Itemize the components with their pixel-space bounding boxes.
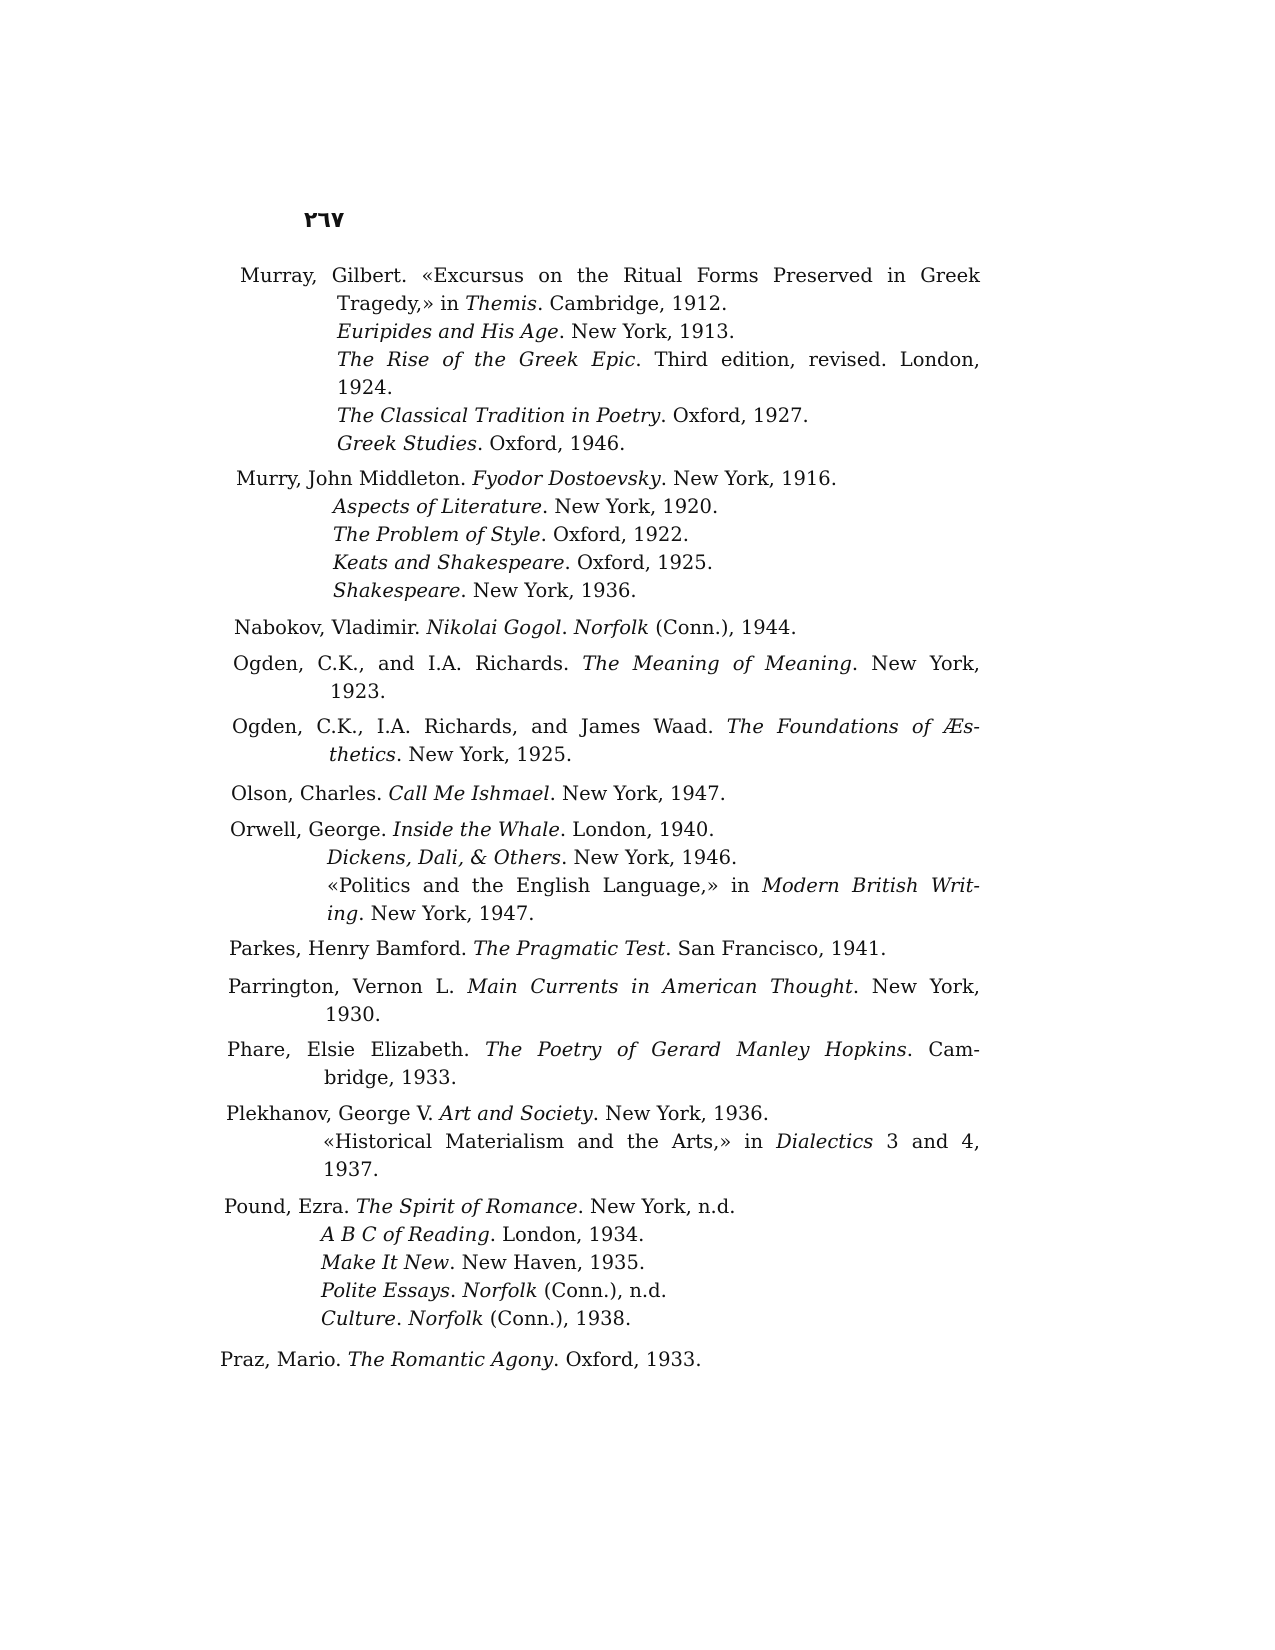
entry-text: . Third edition, revised. London, xyxy=(635,348,980,371)
bibliography-entry xyxy=(226,1100,980,1184)
entry-text: . New Haven, 1935. xyxy=(449,1251,646,1274)
entry-first-line xyxy=(228,973,980,1001)
entry-text: . New York, 1913. xyxy=(558,320,735,343)
title-italic: The Rise of the Greek Epic xyxy=(337,348,636,371)
entry-text: . New York, xyxy=(852,975,980,998)
entry-text: . New York, 1936. xyxy=(460,579,637,602)
title-italic: Call Me Ishmael xyxy=(388,782,550,805)
entry-continuation-line xyxy=(230,844,980,872)
entry-continuation-line xyxy=(230,872,980,900)
entry-continuation-line xyxy=(236,577,980,605)
title-italic: Modern British Writ- xyxy=(762,874,980,897)
title-italic: The Classical Tradition in Poetry xyxy=(337,404,661,427)
entry-text: . Oxford, 1946. xyxy=(477,432,626,455)
entry-text: . New York, 1936. xyxy=(592,1102,769,1125)
entry-text: Ogden, C.K., I.A. Richards, and James Waad. xyxy=(232,715,727,738)
title-italic: Make It New xyxy=(321,1251,450,1274)
entry-text: . San Francisco, 1941. xyxy=(665,937,887,960)
bibliography-entry xyxy=(220,1346,980,1374)
entry-continuation-line xyxy=(240,318,980,346)
title-italic: A B C of Reading xyxy=(321,1223,490,1246)
entry-text: 1924. xyxy=(337,376,393,399)
entry-text: . New York, 1947. xyxy=(549,782,726,805)
entry-continuation-line xyxy=(226,1128,980,1156)
entry-text: . Cambridge, 1912. xyxy=(537,292,728,315)
title-italic: Themis xyxy=(465,292,538,315)
title-italic: The Problem of Style xyxy=(333,523,541,546)
entry-continuation-line xyxy=(227,1064,980,1092)
title-italic: The Meaning of Meaning xyxy=(582,652,852,675)
entry-text: . xyxy=(450,1279,463,1302)
entry-continuation-line xyxy=(224,1221,980,1249)
entry-text: Plekhanov, George V. xyxy=(226,1102,440,1125)
entry-first-line xyxy=(230,816,980,844)
entry-text: Murray, Gilbert. «Excursus on the Ritual Forms Preserved in Greek xyxy=(240,264,980,287)
entry-continuation-line xyxy=(228,1001,980,1029)
entry-continuation-line xyxy=(240,346,980,374)
title-italic: The Poetry of Gerard Manley Hopkins xyxy=(485,1038,907,1061)
entry-text: Olson, Charles. xyxy=(231,782,389,805)
entry-text: . London, 1940. xyxy=(559,818,715,841)
entry-text: (Conn.), 1944. xyxy=(649,616,797,639)
entry-text: Ogden, C.K., and I.A. Richards. xyxy=(233,652,583,675)
entry-continuation-line xyxy=(224,1305,980,1333)
entry-first-line xyxy=(232,713,980,741)
entry-text: . Oxford, 1925. xyxy=(564,551,713,574)
title-italic: ing xyxy=(327,902,359,925)
bibliography-entry xyxy=(231,780,980,808)
entry-continuation-line xyxy=(224,1277,980,1305)
entry-first-line xyxy=(224,1193,980,1221)
entry-text: . New York, 1925. xyxy=(395,743,573,766)
entry-text: (Conn.), 1938. xyxy=(483,1307,632,1330)
bibliography-entry xyxy=(232,713,980,769)
entry-text: . New York, 1946. xyxy=(561,846,738,869)
bibliography-entry xyxy=(224,1193,980,1333)
bibliography-entry xyxy=(240,262,980,458)
entry-text: Parrington, Vernon L. xyxy=(228,975,468,998)
entry-first-line xyxy=(233,650,980,678)
title-italic: The Romantic Agony xyxy=(347,1348,554,1371)
entry-text: 1937. xyxy=(323,1158,379,1181)
entry-continuation-line xyxy=(240,290,980,318)
title-italic: Fyodor Dostoevsky xyxy=(472,467,661,490)
entry-text: Murry, John Middleton. xyxy=(236,467,473,490)
entry-text: . New York, 1916. xyxy=(660,467,837,490)
title-italic: thetics xyxy=(329,743,396,766)
entry-first-line xyxy=(227,1036,980,1064)
entry-continuation-line xyxy=(233,678,980,706)
entry-continuation-line xyxy=(230,900,980,928)
entry-text: . London, 1934. xyxy=(489,1223,645,1246)
entry-first-line xyxy=(234,614,980,642)
entry-text: Pound, Ezra. xyxy=(224,1195,356,1218)
title-italic: Euripides and His Age xyxy=(337,320,559,343)
bibliography-entry xyxy=(230,816,980,928)
entry-continuation-line xyxy=(224,1249,980,1277)
entry-text: bridge, 1933. xyxy=(324,1066,457,1089)
entry-continuation-line xyxy=(240,402,980,430)
page-number: ٢٦٧ xyxy=(304,208,345,233)
title-italic: Dialectics xyxy=(776,1130,874,1153)
bibliography-entry xyxy=(228,973,980,1029)
entry-text: . New York, 1920. xyxy=(542,495,719,518)
entry-text: Praz, Mario. xyxy=(220,1348,348,1371)
entry-text: 1923. xyxy=(330,680,386,703)
entry-first-line xyxy=(236,465,980,493)
entry-text: . Cam- xyxy=(906,1038,980,1061)
title-italic: Norfolk xyxy=(573,616,650,639)
entry-text: Phare, Elsie Elizabeth. xyxy=(227,1038,486,1061)
entry-first-line xyxy=(229,935,980,963)
entry-text: Tragedy,» in xyxy=(337,292,466,315)
entry-continuation-line xyxy=(236,521,980,549)
entry-first-line xyxy=(226,1100,980,1128)
entry-text: . New York, n.d. xyxy=(577,1195,736,1218)
bibliography-entry xyxy=(236,465,980,605)
title-italic: Dickens, Dali, & Others xyxy=(327,846,562,869)
title-italic: Polite Essays xyxy=(321,1279,451,1302)
title-italic: Norfolk xyxy=(408,1307,484,1330)
entry-continuation-line xyxy=(240,430,980,458)
entry-text: (Conn.), n.d. xyxy=(537,1279,667,1302)
entry-continuation-line xyxy=(226,1156,980,1184)
entry-text: 3 and 4, xyxy=(873,1130,980,1153)
entry-text: . xyxy=(395,1307,409,1330)
entry-continuation-line xyxy=(240,374,980,402)
title-italic: Aspects of Literature xyxy=(333,495,542,518)
entry-first-line xyxy=(220,1346,980,1374)
entry-continuation-line xyxy=(236,549,980,577)
title-italic: Nikolai Gogol xyxy=(426,616,562,639)
title-italic: Art and Society xyxy=(439,1102,593,1125)
entry-text: Nabokov, Vladimir. xyxy=(234,616,427,639)
entry-continuation-line xyxy=(232,741,980,769)
title-italic: The Pragmatic Test xyxy=(473,937,666,960)
title-italic: The Spirit of Romance xyxy=(355,1195,578,1218)
entry-first-line xyxy=(231,780,980,808)
title-italic: Greek Studies xyxy=(337,432,478,455)
bibliography-entry xyxy=(233,650,980,706)
entry-text: 1930. xyxy=(325,1003,381,1026)
title-italic: Norfolk xyxy=(462,1279,538,1302)
entry-text: . Oxford, 1927. xyxy=(660,404,809,427)
title-italic: The Foundations of Æs- xyxy=(726,715,980,738)
title-italic: Shakespeare xyxy=(333,579,461,602)
entry-text: . New York, 1947. xyxy=(358,902,535,925)
entry-text: . xyxy=(561,616,574,639)
entry-text: . New York, xyxy=(851,652,980,675)
bibliography-entry xyxy=(234,614,980,642)
title-italic: Culture xyxy=(321,1307,396,1330)
title-italic: Keats and Shakespeare xyxy=(333,551,565,574)
entry-text: . Oxford, 1922. xyxy=(540,523,689,546)
entry-continuation-line xyxy=(236,493,980,521)
entry-text: . Oxford, 1933. xyxy=(553,1348,702,1371)
entry-text: «Historical Materialism and the Arts,» in xyxy=(323,1130,777,1153)
bibliography-entry xyxy=(229,935,980,963)
entry-text: Orwell, George. xyxy=(230,818,394,841)
title-italic: Main Currents in American Thought xyxy=(467,975,853,998)
entry-text: «Politics and the English Language,» in xyxy=(327,874,763,897)
entry-text: Parkes, Henry Bamford. xyxy=(229,937,474,960)
title-italic: Inside the Whale xyxy=(393,818,560,841)
entry-first-line xyxy=(240,262,980,290)
bibliography-entry xyxy=(227,1036,980,1092)
